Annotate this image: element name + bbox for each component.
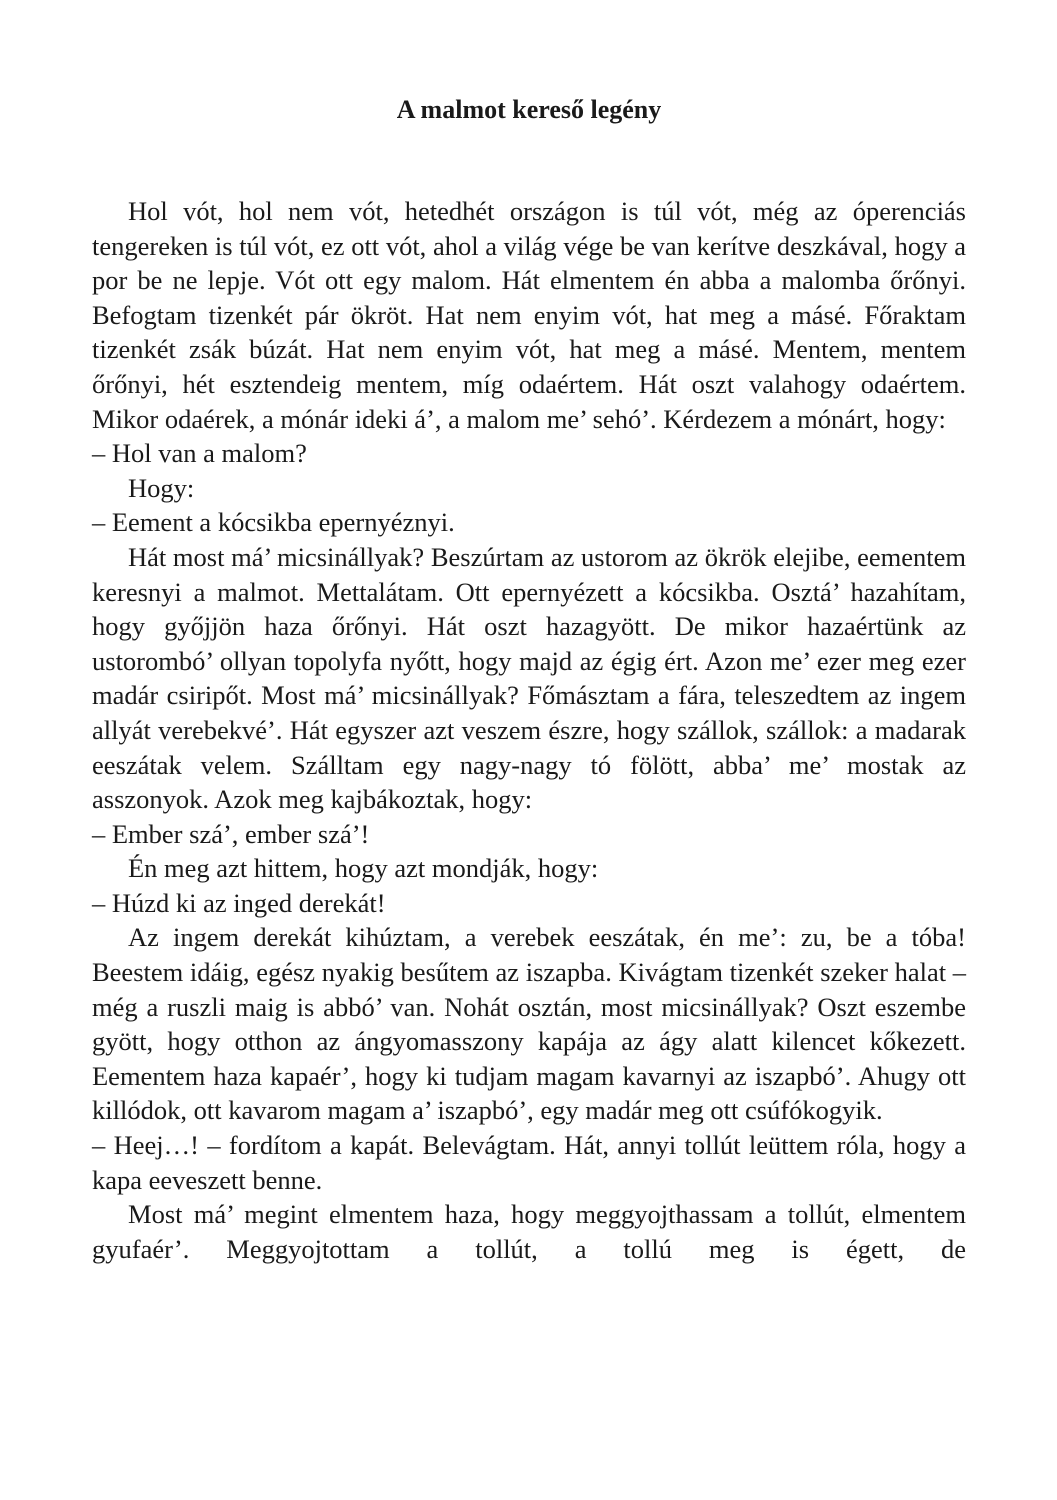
dialogue-line: – Hol van a malom?	[92, 438, 307, 469]
dialogue-line: – Eement a kócsikba epernyéznyi.	[92, 507, 455, 538]
paragraph: Hol vót, hol nem vót, hetedhét országon is túl vót, még az óperenciás tengereken is túl vót, ez ott vót, ahol a világ vége be van kerítve deszkával, hogy a por be ne lepje. Vót ott egy malom. Hát elmentem én abba a malomba őrőnyi. Befogtam tizenkét pár ökröt. Hat nem enyim vót, hat meg a másé. Főraktam tizenkét zsák búzát. Hat nem enyim vót, hat meg a másé. Mentem, mentem őrőnyi, hét esztendeig mentem, míg odaértem. Hát oszt valahogy odaértem. Mikor odaérek, a mónár ideki á’, a malom me’ sehó’. Kérdezem a mónárt, hogy:	[92, 196, 966, 434]
paragraph: Hogy:	[128, 472, 195, 503]
paragraph: Hát most má’ micsinállyak? Beszúrtam az ustorom az ökrök elejibe, eementem keresnyi a malmot. Mettalátam. Ott epernyézett a kócsikba. Osztá’ hazahítam, hogy győjjön haza őrőnyi. Hát oszt hazagyött. De mikor hazaértünk az ustorombó’ ollyan topolyfa nyőtt, hogy majd az égig ért. Azon me’ ezer meg ezer madár csiripőt. Most má’ micsinállyak? Főmásztam a fára, teleszedtem az ingem allyát verebekvé’. Hát egyszer azt veszem észre, hogy szállok, szállok: a madarak eeszátak velem. Szálltam egy nagy-nagy tó fölött, abba’ me’ mostak az asszonyok. Azok meg kajbákoztak, hogy:	[92, 541, 966, 815]
page-title: A malmot kereső legény	[396, 95, 662, 124]
story-body	[92, 194, 966, 1266]
paragraph: Az ingem derekát kihúztam, a verebek eeszátak, én me’: zu, be a tóba! Beestem idáig, egész nyakig besűtem az iszapba. Kivágtam tizenkét szeker halat – még a ruszli maig is abbó’ van. Nohát osztán, most micsinállyak? Oszt eszembe gyött, hogy otthon az ángyomasszony kapája az ágy alatt kilencet kőkezett. Eementem haza kapaér’, hogy ki tudjam magam kavarnyi az iszapbó’. Ahugy ott killódok, ott kavarom magam a’ iszapbó’, egy madár meg ott csúfókogyik.	[92, 922, 966, 1126]
paragraph-continued: Most má’ megint elmentem haza, hogy meggyojthassam a tollút, elmentem gyufaér’. Meggyojtottam a tollút, a tollú meg is égett, de	[92, 1199, 966, 1264]
dialogue-line: – Heej…! – fordítom a kapát. Belevágtam. Hát, annyi tollút leüttem róla, hogy a kapa eeveszett benne.	[92, 1130, 966, 1195]
dialogue-line: – Ember szá’, ember szá’!	[92, 818, 370, 849]
paragraph: Én meg azt hittem, hogy azt mondják, hogy:	[128, 853, 599, 884]
dialogue-line: – Húzd ki az inged derekát!	[92, 887, 386, 918]
